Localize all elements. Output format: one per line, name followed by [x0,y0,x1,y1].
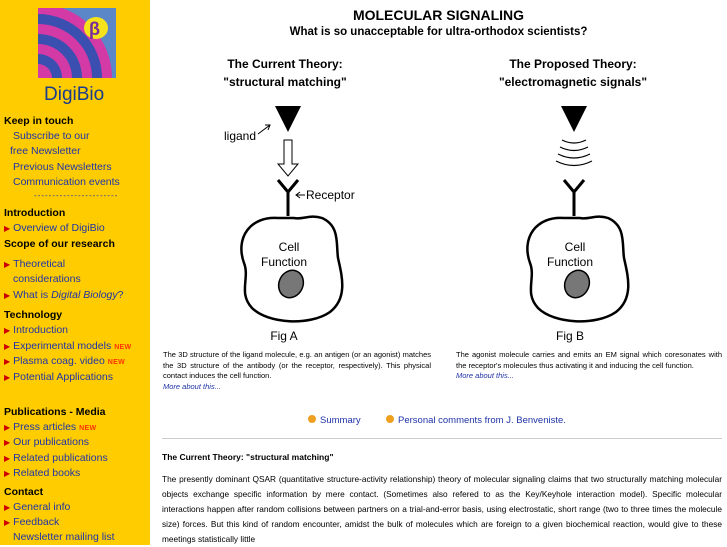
sidebar-link-feedback[interactable]: ▶ Feedback [4,516,60,528]
more-link-a[interactable]: More about this... [163,381,221,391]
divider [162,438,722,439]
agonist-triangle [561,106,587,132]
figure-b [496,98,726,346]
bullet-icon [308,415,316,423]
new-badge: NEW [107,359,126,366]
sidebar-section-scope: Scope of our research [4,238,115,250]
sidebar-link-subscribe-2[interactable]: free Newsletter [10,145,81,157]
arrow-right-icon: ▶ [4,518,11,527]
function-label: Function [546,255,594,269]
sidebar [0,0,150,545]
new-badge: NEW [79,425,97,432]
current-theory-heading: The Current Theory: [227,57,343,71]
sidebar-link-theoretical-2[interactable]: considerations [13,273,81,285]
down-arrow-icon [278,140,298,176]
function-label: Function [260,255,308,269]
sidebar-section-contact: Contact [4,486,44,498]
sidebar-section-introduction: Introduction [4,207,66,219]
sidebar-section-technology: Technology [4,309,63,321]
arrow-right-icon: ▶ [4,260,11,269]
arrow-right-icon: ▶ [4,454,11,463]
sidebar-link-mailing-list[interactable]: Newsletter mailing list [13,531,115,543]
fig-a-caption: Fig A [270,329,298,343]
caption-b: The agonist molecule carries and emits an EM signal which coresonates with the receptor's molecules thus activating it and inducing the cell function. More about this... [456,350,722,380]
sidebar-divider: ----------------------- [34,191,119,200]
arrow-right-icon: ▶ [4,326,11,335]
sidebar-link-theoretical[interactable]: ▶ Theoretical [4,258,66,270]
more-link-b[interactable]: More about this... [456,371,514,380]
arrow-right-icon: ▶ [4,224,11,233]
summary-link[interactable]: Summary [308,415,361,426]
ligand-triangle [275,106,301,132]
arrow-right-icon: ▶ [4,291,11,300]
sidebar-link-general-info[interactable]: ▶ General info [4,501,71,513]
sidebar-link-applications[interactable]: ▶ Potential Applications [4,371,113,383]
caption-a: The 3D structure of the ligand molecule, e.g. an antigen (or an agonist) matches the 3D structure of the antibody (or the receptor, respectively). This physical contact induces the cell function. More about this... [163,350,431,391]
sidebar-link-related-books[interactable]: ▶ Related books [4,467,81,479]
bullet-icon [386,415,394,423]
body-paragraph: The presently dominant QSAR (quantitative structure-activity relationship) theory of molecular signaling claims that two structurally matching molecular objects exchange specific information by mere contact. (Sometimes also refered to as the Key/Keyhole interaction model). Specific molecular interactions happen after random collisions between partners on a trial-and-error basis, using electrostatic, short range (two to three times the molecule size) forces. But this kind of random encounter, amidst the bulk of molecules which are foreign to a given biochemical reaction, would give to these meetings statistically little [162,474,722,544]
comments-link[interactable]: Personal comments from J. Benveniste. [386,415,566,426]
arrow-right-icon: ▶ [4,469,11,478]
arrow-right-icon: ▶ [4,438,11,447]
logo-text: DigiBio [44,84,105,105]
section-title: The Current Theory: "structural matching" [162,452,334,462]
digibio-logo[interactable] [38,8,116,78]
svg-text:β: β [89,19,100,39]
page-title: MOLECULAR SIGNALING [352,7,525,23]
figure-a [210,98,440,346]
new-badge: NEW [114,344,132,351]
cell-label: Cell [564,240,586,254]
receptor-label: Receptor [306,188,355,202]
sidebar-link-press[interactable]: ▶ Press articles NEW [4,421,97,433]
sidebar-link-previous-newsletters[interactable]: Previous Newsletters [13,161,112,173]
sidebar-link-subscribe[interactable]: Subscribe to our [13,130,90,142]
arrow-right-icon: ▶ [4,503,11,512]
cell-label: Cell [278,240,300,254]
arrow-right-icon: ▶ [4,342,11,351]
ligand-label: ligand [224,129,257,143]
sidebar-link-plasma-video[interactable]: ▶ Plasma coag. video NEW [4,355,126,367]
sidebar-link-communication-events[interactable]: Communication events [13,176,120,188]
sidebar-link-experimental[interactable]: ▶ Experimental models NEW [4,340,132,352]
page-subtitle: What is so unacceptable for ultra-orthodox scientists? [289,26,588,38]
proposed-theory-heading: The Proposed Theory: [509,57,637,71]
sidebar-section-publications: Publications - Media [4,406,106,418]
main-content [150,0,727,545]
arrow-right-icon: ▶ [4,373,11,382]
sidebar-link-overview[interactable]: ▶ Overview of DigiBio [4,222,105,234]
sidebar-link-digital-biology[interactable]: ▶ What is Digital Biology? [4,289,124,301]
arrow-right-icon: ▶ [4,423,11,432]
sidebar-link-our-publications[interactable]: ▶ Our publications [4,436,90,448]
sidebar-link-related-publications[interactable]: ▶ Related publications [4,452,108,464]
arrow-right-icon: ▶ [4,357,11,366]
current-theory-subheading: "structural matching" [223,75,347,89]
proposed-theory-subheading: "electromagnetic signals" [498,75,648,89]
fig-b-caption: Fig B [555,329,585,343]
em-signal-waves [556,140,592,166]
sidebar-link-tech-intro[interactable]: ▶ Introduction [4,324,69,336]
sidebar-section-keep-in-touch: Keep in touch [4,115,74,127]
